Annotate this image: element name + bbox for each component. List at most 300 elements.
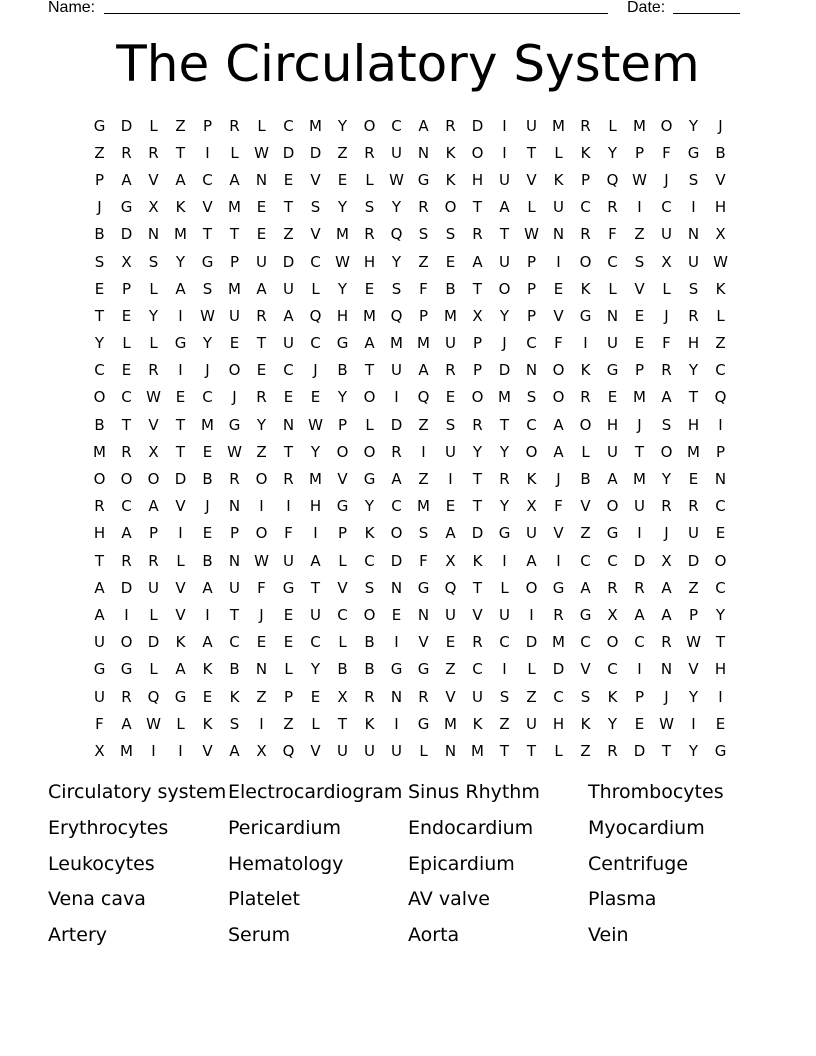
- grid-letter[interactable]: W: [389, 170, 404, 189]
- grid-letter[interactable]: I: [502, 116, 507, 135]
- grid-letter[interactable]: H: [336, 306, 349, 325]
- grid-letter[interactable]: V: [175, 578, 186, 597]
- grid-letter[interactable]: T: [175, 442, 186, 461]
- grid-letter[interactable]: N: [714, 470, 727, 489]
- grid-letter[interactable]: D: [552, 660, 565, 679]
- grid-letter[interactable]: P: [337, 524, 348, 543]
- grid-letter[interactable]: Z: [256, 687, 267, 706]
- grid-letter[interactable]: M: [228, 198, 241, 217]
- grid-letter[interactable]: C: [337, 605, 348, 624]
- grid-letter[interactable]: R: [553, 605, 564, 624]
- grid-letter[interactable]: O: [255, 524, 268, 543]
- grid-letter[interactable]: K: [580, 714, 591, 733]
- grid-letter[interactable]: O: [363, 605, 376, 624]
- grid-letter[interactable]: S: [661, 415, 672, 434]
- grid-letter[interactable]: F: [608, 225, 617, 244]
- grid-letter[interactable]: L: [608, 116, 617, 135]
- grid-letter[interactable]: P: [229, 252, 240, 271]
- grid-letter[interactable]: T: [256, 334, 267, 353]
- grid-letter[interactable]: T: [202, 225, 213, 244]
- grid-letter[interactable]: Y: [148, 306, 159, 325]
- grid-letter[interactable]: K: [526, 470, 537, 489]
- grid-letter[interactable]: G: [174, 334, 187, 353]
- grid-letter[interactable]: R: [607, 741, 618, 760]
- grid-letter[interactable]: L: [716, 306, 725, 325]
- grid-letter[interactable]: Y: [337, 198, 348, 217]
- grid-letter[interactable]: Y: [364, 497, 375, 516]
- grid-letter[interactable]: V: [553, 524, 564, 543]
- grid-letter[interactable]: W: [659, 714, 674, 733]
- grid-letter[interactable]: C: [94, 361, 105, 380]
- grid-letter[interactable]: A: [256, 279, 267, 298]
- grid-letter[interactable]: C: [472, 660, 483, 679]
- grid-letter[interactable]: E: [121, 361, 132, 380]
- grid-letter[interactable]: P: [148, 524, 159, 543]
- grid-letter[interactable]: Y: [310, 442, 321, 461]
- grid-letter[interactable]: F: [284, 524, 293, 543]
- grid-letter[interactable]: N: [228, 551, 241, 570]
- grid-letter[interactable]: U: [634, 497, 645, 516]
- grid-letter[interactable]: L: [311, 714, 320, 733]
- grid-letter[interactable]: R: [391, 442, 402, 461]
- grid-letter[interactable]: A: [634, 605, 645, 624]
- grid-letter[interactable]: J: [664, 170, 669, 189]
- grid-letter[interactable]: E: [202, 524, 213, 543]
- grid-letter[interactable]: T: [283, 198, 294, 217]
- grid-letter[interactable]: S: [499, 687, 510, 706]
- grid-letter[interactable]: C: [580, 198, 591, 217]
- grid-letter[interactable]: I: [556, 551, 561, 570]
- grid-letter[interactable]: Y: [175, 252, 186, 271]
- grid-letter[interactable]: H: [471, 170, 484, 189]
- grid-letter[interactable]: U: [391, 143, 402, 162]
- grid-letter[interactable]: E: [553, 279, 564, 298]
- grid-letter[interactable]: M: [309, 116, 322, 135]
- grid-letter[interactable]: S: [94, 252, 105, 271]
- grid-letter[interactable]: M: [633, 116, 646, 135]
- grid-letter[interactable]: Y: [310, 660, 321, 679]
- grid-letter[interactable]: Z: [418, 470, 429, 489]
- grid-letter[interactable]: O: [498, 279, 511, 298]
- grid-letter[interactable]: T: [499, 225, 510, 244]
- grid-letter[interactable]: G: [579, 605, 592, 624]
- grid-letter[interactable]: O: [660, 442, 673, 461]
- grid-letter[interactable]: W: [713, 252, 728, 271]
- grid-letter[interactable]: M: [363, 306, 376, 325]
- grid-letter[interactable]: K: [472, 714, 483, 733]
- grid-letter[interactable]: R: [94, 497, 105, 516]
- grid-letter[interactable]: N: [417, 605, 430, 624]
- grid-letter[interactable]: M: [633, 388, 646, 407]
- grid-letter[interactable]: Y: [661, 470, 672, 489]
- grid-letter[interactable]: M: [552, 633, 565, 652]
- grid-letter[interactable]: I: [259, 497, 264, 516]
- grid-letter[interactable]: Z: [175, 116, 186, 135]
- grid-letter[interactable]: K: [580, 361, 591, 380]
- grid-letter[interactable]: L: [554, 741, 563, 760]
- grid-letter[interactable]: Y: [391, 252, 402, 271]
- grid-letter[interactable]: P: [526, 306, 537, 325]
- grid-letter[interactable]: S: [445, 225, 456, 244]
- grid-letter[interactable]: P: [283, 687, 294, 706]
- grid-letter[interactable]: Q: [282, 741, 295, 760]
- grid-letter[interactable]: M: [417, 497, 430, 516]
- grid-letter[interactable]: C: [364, 551, 375, 570]
- grid-letter[interactable]: Z: [445, 660, 456, 679]
- grid-letter[interactable]: J: [205, 361, 210, 380]
- grid-letter[interactable]: O: [579, 415, 592, 434]
- grid-letter[interactable]: I: [637, 524, 642, 543]
- grid-letter[interactable]: T: [472, 497, 483, 516]
- grid-letter[interactable]: L: [176, 714, 185, 733]
- grid-letter[interactable]: P: [472, 334, 483, 353]
- grid-letter[interactable]: F: [554, 334, 563, 353]
- grid-letter[interactable]: M: [390, 334, 403, 353]
- grid-letter[interactable]: C: [634, 633, 645, 652]
- grid-letter[interactable]: M: [444, 714, 457, 733]
- grid-letter[interactable]: Y: [499, 306, 510, 325]
- grid-letter[interactable]: B: [94, 415, 105, 434]
- grid-letter[interactable]: D: [147, 633, 160, 652]
- grid-letter[interactable]: A: [229, 741, 240, 760]
- grid-letter[interactable]: Z: [526, 687, 537, 706]
- grid-letter[interactable]: B: [580, 470, 591, 489]
- grid-letter[interactable]: J: [502, 334, 507, 353]
- grid-letter[interactable]: C: [499, 633, 510, 652]
- grid-letter[interactable]: C: [202, 170, 213, 189]
- grid-letter[interactable]: P: [634, 143, 645, 162]
- grid-letter[interactable]: V: [634, 279, 645, 298]
- grid-letter[interactable]: E: [94, 279, 105, 298]
- grid-letter[interactable]: O: [579, 252, 592, 271]
- grid-letter[interactable]: Q: [309, 306, 322, 325]
- grid-letter[interactable]: R: [472, 225, 483, 244]
- grid-letter[interactable]: D: [174, 470, 187, 489]
- grid-letter[interactable]: P: [634, 361, 645, 380]
- grid-letter[interactable]: V: [445, 687, 456, 706]
- grid-letter[interactable]: U: [553, 198, 564, 217]
- grid-letter[interactable]: E: [391, 605, 402, 624]
- grid-letter[interactable]: M: [417, 334, 430, 353]
- grid-letter[interactable]: I: [394, 633, 399, 652]
- grid-letter[interactable]: A: [472, 252, 483, 271]
- grid-letter[interactable]: M: [174, 225, 187, 244]
- grid-letter[interactable]: E: [688, 470, 699, 489]
- grid-letter[interactable]: S: [148, 252, 159, 271]
- grid-letter[interactable]: M: [471, 741, 484, 760]
- grid-letter[interactable]: K: [472, 551, 483, 570]
- grid-letter[interactable]: R: [445, 361, 456, 380]
- grid-letter[interactable]: O: [228, 361, 241, 380]
- grid-letter[interactable]: G: [336, 334, 349, 353]
- grid-letter[interactable]: K: [202, 714, 213, 733]
- grid-letter[interactable]: R: [364, 225, 375, 244]
- grid-letter[interactable]: S: [418, 524, 429, 543]
- grid-letter[interactable]: D: [390, 551, 403, 570]
- grid-letter[interactable]: T: [229, 225, 240, 244]
- grid-letter[interactable]: D: [120, 116, 133, 135]
- grid-letter[interactable]: R: [148, 143, 159, 162]
- grid-letter[interactable]: I: [718, 687, 723, 706]
- grid-letter[interactable]: H: [714, 660, 727, 679]
- grid-letter[interactable]: C: [553, 687, 564, 706]
- grid-letter[interactable]: B: [715, 143, 726, 162]
- grid-letter[interactable]: A: [121, 714, 132, 733]
- grid-letter[interactable]: Y: [688, 687, 699, 706]
- grid-letter[interactable]: T: [94, 551, 105, 570]
- name-line[interactable]: [104, 13, 608, 14]
- grid-letter[interactable]: V: [175, 605, 186, 624]
- grid-letter[interactable]: L: [581, 442, 590, 461]
- grid-letter[interactable]: A: [94, 578, 105, 597]
- grid-letter[interactable]: N: [552, 225, 565, 244]
- grid-letter[interactable]: G: [120, 660, 133, 679]
- grid-letter[interactable]: X: [94, 741, 105, 760]
- grid-letter[interactable]: S: [634, 252, 645, 271]
- grid-letter[interactable]: B: [202, 470, 213, 489]
- grid-letter[interactable]: P: [121, 279, 132, 298]
- grid-letter[interactable]: G: [120, 198, 133, 217]
- grid-letter[interactable]: U: [94, 633, 105, 652]
- grid-letter[interactable]: J: [97, 198, 102, 217]
- grid-letter[interactable]: Y: [688, 361, 699, 380]
- grid-letter[interactable]: S: [364, 198, 375, 217]
- grid-letter[interactable]: B: [364, 660, 375, 679]
- grid-letter[interactable]: Q: [714, 388, 727, 407]
- grid-letter[interactable]: K: [580, 279, 591, 298]
- grid-letter[interactable]: A: [418, 116, 429, 135]
- grid-letter[interactable]: U: [688, 524, 699, 543]
- grid-letter[interactable]: Z: [337, 143, 348, 162]
- grid-letter[interactable]: J: [556, 470, 561, 489]
- grid-letter[interactable]: W: [524, 225, 539, 244]
- grid-letter[interactable]: A: [121, 524, 132, 543]
- grid-letter[interactable]: X: [256, 741, 267, 760]
- grid-letter[interactable]: Z: [94, 143, 105, 162]
- grid-letter[interactable]: D: [633, 741, 646, 760]
- grid-letter[interactable]: A: [202, 578, 213, 597]
- grid-letter[interactable]: Q: [606, 170, 619, 189]
- grid-letter[interactable]: G: [93, 116, 106, 135]
- grid-letter[interactable]: A: [175, 170, 186, 189]
- grid-letter[interactable]: Y: [202, 334, 213, 353]
- grid-letter[interactable]: V: [202, 741, 213, 760]
- grid-letter[interactable]: U: [283, 551, 294, 570]
- grid-letter[interactable]: B: [202, 551, 213, 570]
- grid-letter[interactable]: V: [580, 660, 591, 679]
- grid-letter[interactable]: T: [121, 415, 132, 434]
- grid-letter[interactable]: I: [556, 252, 561, 271]
- grid-letter[interactable]: T: [526, 143, 537, 162]
- grid-letter[interactable]: C: [715, 497, 726, 516]
- grid-letter[interactable]: E: [445, 497, 456, 516]
- grid-letter[interactable]: G: [552, 578, 565, 597]
- grid-letter[interactable]: P: [715, 442, 726, 461]
- grid-letter[interactable]: D: [471, 524, 484, 543]
- grid-letter[interactable]: J: [232, 388, 237, 407]
- grid-letter[interactable]: E: [175, 388, 186, 407]
- grid-letter[interactable]: E: [256, 361, 267, 380]
- grid-letter[interactable]: D: [498, 361, 511, 380]
- grid-letter[interactable]: H: [687, 415, 700, 434]
- grid-letter[interactable]: I: [286, 497, 291, 516]
- grid-letter[interactable]: G: [363, 470, 376, 489]
- grid-letter[interactable]: K: [445, 170, 456, 189]
- grid-letter[interactable]: E: [310, 687, 321, 706]
- grid-letter[interactable]: X: [148, 198, 159, 217]
- grid-letter[interactable]: U: [445, 442, 456, 461]
- grid-letter[interactable]: O: [525, 442, 538, 461]
- grid-letter[interactable]: C: [526, 334, 537, 353]
- grid-letter[interactable]: O: [552, 361, 565, 380]
- grid-letter[interactable]: N: [417, 143, 430, 162]
- grid-letter[interactable]: P: [526, 279, 537, 298]
- grid-letter[interactable]: Y: [472, 442, 483, 461]
- grid-letter[interactable]: I: [448, 470, 453, 489]
- grid-letter[interactable]: L: [176, 551, 185, 570]
- grid-letter[interactable]: I: [313, 524, 318, 543]
- grid-letter[interactable]: K: [175, 633, 186, 652]
- grid-letter[interactable]: S: [202, 279, 213, 298]
- grid-letter[interactable]: C: [310, 633, 321, 652]
- grid-letter[interactable]: Y: [607, 714, 618, 733]
- grid-letter[interactable]: Z: [715, 334, 726, 353]
- grid-letter[interactable]: C: [526, 415, 537, 434]
- grid-letter[interactable]: U: [148, 578, 159, 597]
- grid-letter[interactable]: K: [715, 279, 726, 298]
- grid-letter[interactable]: L: [338, 551, 347, 570]
- grid-letter[interactable]: X: [121, 252, 132, 271]
- grid-letter[interactable]: O: [255, 470, 268, 489]
- grid-letter[interactable]: B: [364, 633, 375, 652]
- grid-letter[interactable]: A: [202, 633, 213, 652]
- grid-letter[interactable]: R: [256, 388, 267, 407]
- grid-letter[interactable]: O: [363, 116, 376, 135]
- grid-letter[interactable]: P: [229, 524, 240, 543]
- grid-letter[interactable]: G: [498, 524, 511, 543]
- grid-letter[interactable]: V: [688, 660, 699, 679]
- grid-letter[interactable]: E: [337, 170, 348, 189]
- date-line[interactable]: [673, 13, 740, 14]
- grid-letter[interactable]: H: [714, 198, 727, 217]
- grid-letter[interactable]: L: [338, 633, 347, 652]
- grid-letter[interactable]: W: [254, 551, 269, 570]
- grid-letter[interactable]: O: [147, 470, 160, 489]
- grid-letter[interactable]: H: [363, 252, 376, 271]
- grid-letter[interactable]: H: [687, 334, 700, 353]
- grid-letter[interactable]: X: [337, 687, 348, 706]
- grid-letter[interactable]: V: [310, 225, 321, 244]
- grid-letter[interactable]: P: [688, 605, 699, 624]
- grid-letter[interactable]: L: [419, 741, 428, 760]
- grid-letter[interactable]: P: [337, 415, 348, 434]
- grid-letter[interactable]: R: [580, 116, 591, 135]
- grid-letter[interactable]: G: [417, 170, 430, 189]
- grid-letter[interactable]: V: [553, 306, 564, 325]
- grid-letter[interactable]: O: [471, 388, 484, 407]
- grid-letter[interactable]: E: [229, 334, 240, 353]
- grid-letter[interactable]: B: [445, 279, 456, 298]
- grid-letter[interactable]: S: [445, 415, 456, 434]
- grid-letter[interactable]: U: [607, 442, 618, 461]
- grid-letter[interactable]: Z: [256, 442, 267, 461]
- grid-letter[interactable]: Y: [688, 116, 699, 135]
- grid-letter[interactable]: E: [256, 198, 267, 217]
- grid-letter[interactable]: D: [282, 252, 295, 271]
- grid-letter[interactable]: C: [391, 116, 402, 135]
- grid-letter[interactable]: Y: [715, 605, 726, 624]
- grid-letter[interactable]: Z: [580, 741, 591, 760]
- grid-letter[interactable]: C: [121, 388, 132, 407]
- grid-letter[interactable]: R: [445, 116, 456, 135]
- grid-letter[interactable]: E: [121, 306, 132, 325]
- grid-letter[interactable]: G: [606, 524, 619, 543]
- grid-letter[interactable]: R: [607, 578, 618, 597]
- grid-letter[interactable]: R: [418, 687, 429, 706]
- grid-letter[interactable]: R: [580, 388, 591, 407]
- grid-letter[interactable]: R: [499, 470, 510, 489]
- grid-letter[interactable]: R: [283, 470, 294, 489]
- grid-letter[interactable]: I: [637, 660, 642, 679]
- grid-letter[interactable]: X: [472, 306, 483, 325]
- grid-letter[interactable]: U: [607, 334, 618, 353]
- grid-letter[interactable]: S: [364, 578, 375, 597]
- grid-letter[interactable]: T: [526, 741, 537, 760]
- grid-letter[interactable]: Y: [337, 388, 348, 407]
- grid-letter[interactable]: A: [445, 524, 456, 543]
- grid-letter[interactable]: S: [391, 279, 402, 298]
- grid-letter[interactable]: D: [309, 143, 322, 162]
- grid-letter[interactable]: S: [688, 279, 699, 298]
- grid-letter[interactable]: O: [363, 442, 376, 461]
- grid-letter[interactable]: Y: [499, 497, 510, 516]
- grid-letter[interactable]: R: [364, 143, 375, 162]
- grid-letter[interactable]: Y: [688, 741, 699, 760]
- grid-letter[interactable]: C: [202, 388, 213, 407]
- grid-letter[interactable]: N: [525, 361, 538, 380]
- grid-letter[interactable]: R: [256, 306, 267, 325]
- grid-letter[interactable]: W: [686, 633, 701, 652]
- grid-letter[interactable]: E: [283, 605, 294, 624]
- grid-letter[interactable]: T: [229, 605, 240, 624]
- grid-letter[interactable]: R: [580, 225, 591, 244]
- grid-letter[interactable]: E: [202, 687, 213, 706]
- grid-letter[interactable]: O: [120, 470, 133, 489]
- grid-letter[interactable]: U: [526, 714, 537, 733]
- grid-letter[interactable]: C: [607, 252, 618, 271]
- grid-letter[interactable]: R: [148, 551, 159, 570]
- grid-letter[interactable]: T: [310, 578, 321, 597]
- grid-letter[interactable]: F: [662, 334, 671, 353]
- grid-letter[interactable]: E: [634, 714, 645, 733]
- grid-letter[interactable]: L: [365, 415, 374, 434]
- grid-letter[interactable]: P: [472, 361, 483, 380]
- grid-letter[interactable]: X: [445, 551, 456, 570]
- grid-letter[interactable]: L: [149, 660, 158, 679]
- grid-letter[interactable]: O: [363, 388, 376, 407]
- grid-letter[interactable]: C: [661, 198, 672, 217]
- grid-letter[interactable]: F: [419, 551, 428, 570]
- grid-letter[interactable]: K: [580, 143, 591, 162]
- grid-letter[interactable]: V: [310, 170, 321, 189]
- grid-letter[interactable]: E: [202, 442, 213, 461]
- grid-letter[interactable]: O: [606, 497, 619, 516]
- grid-letter[interactable]: G: [714, 741, 727, 760]
- grid-letter[interactable]: D: [633, 551, 646, 570]
- grid-letter[interactable]: Y: [256, 415, 267, 434]
- grid-letter[interactable]: A: [283, 306, 294, 325]
- grid-letter[interactable]: T: [499, 415, 510, 434]
